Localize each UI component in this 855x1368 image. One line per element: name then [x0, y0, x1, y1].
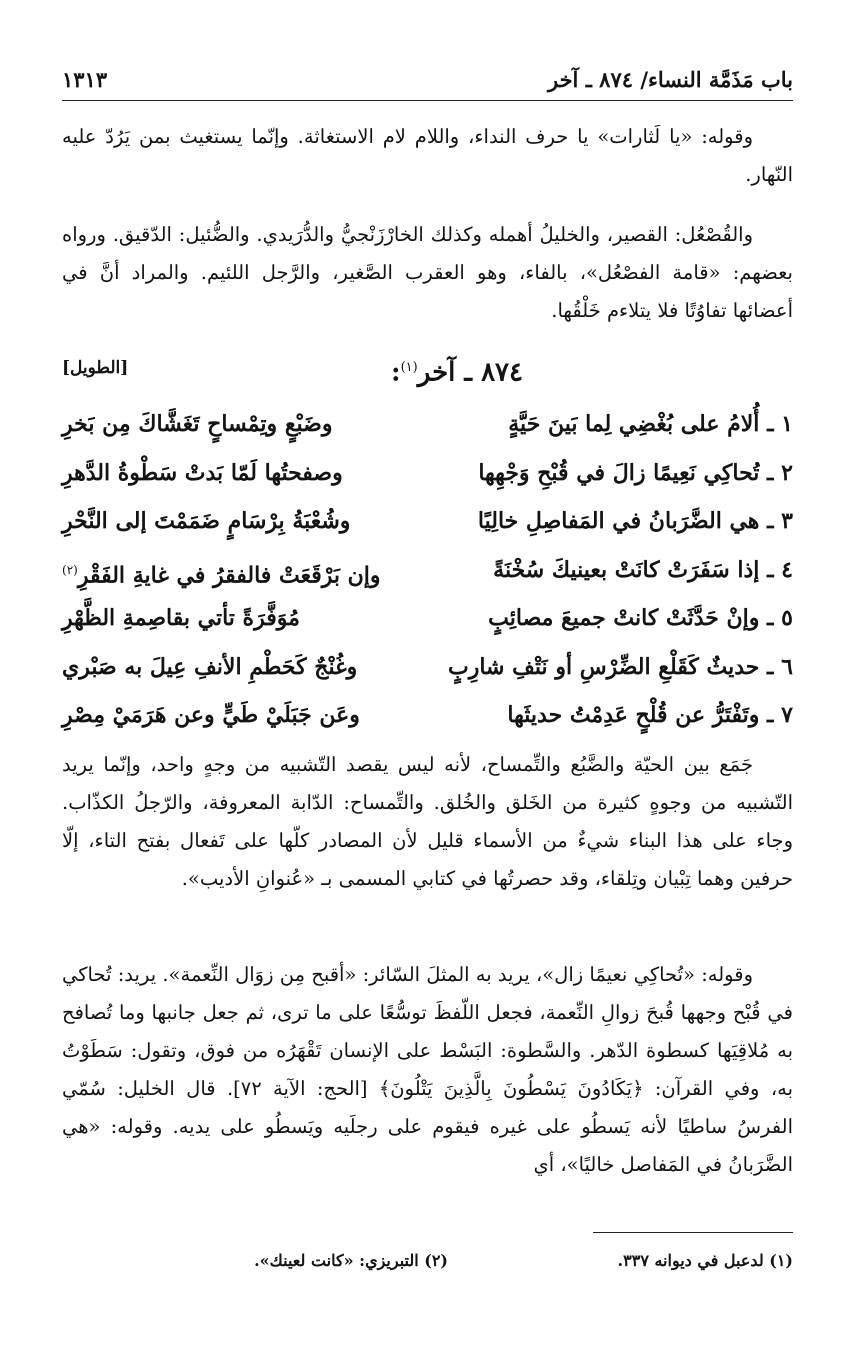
- verse-second-hemistich: وصفحتُها لَمّا بَدتْ سَطْوةُ الدَّهرِ: [62, 459, 343, 486]
- header-rule: [62, 100, 793, 101]
- verse-first-hemistich: ٤ ـ إذا سَفَرَتْ كانَتْ بعينيكَ سُخْنَةً: [493, 556, 793, 583]
- verse-4: [62, 546, 793, 595]
- verse-first-hemistich: ٢ ـ تُحاكِي نَعِيمًا زالَ في قُبْحِ وَجْهِها: [478, 459, 793, 486]
- verse-first-hemistich: ١ ـ أُلامُ على بُغْضِي لِما بَينَ حَيَّةٍ: [508, 411, 793, 437]
- verse-2: [62, 449, 793, 498]
- verse-second-hemistich: مُوَفَّرَةً تأتي بقاصِمةِ الظَّهْرِ: [62, 605, 300, 631]
- footnote-2: (٢) التبريزي: «كانت لعينك».: [254, 1251, 448, 1270]
- verse-7: [62, 691, 793, 740]
- verse-first-hemistich: ٦ ـ حديثٌ كَقَلْعِ الضِّرْسِ أو نَتْفِ شارِبٍ: [448, 653, 793, 680]
- running-title: باب مَذَمَّة النساء/ ٨٧٤ ـ آخر: [547, 66, 793, 92]
- commentary-paragraph-2: وقوله: «تُحاكِي نعيمًا زال»، يريد به المثلَ السّائر: «أقبح مِن زوَال النِّعمة». يريد: تُحاكي في قُبْح وجهها قُبحَ زوالِ النِّعمة، فجعل اللّفظَ توسُّعًا على ما ترى، ثم جعل جانبها وما تُصافح به مُلاقِيَها كسطوة الدّهر. والسَّطوة: البَسْط على الإنسان تَقْهَرُه من فوق، وتقول: سَطَوْتُ به، وفي القرآن: ﴿يَكَادُونَ يَسْطُونَ بِالَّذِينَ يَتْلُونَ﴾ [الحج: الآية ٧٢]. قال الخليل: سُمّي الفرسُ ساطيًا لأنه يَسطُو على غيره فيقوم على رجلَيه ويَسطُو على يديه. وقوله: «هي الضَّرَبانُ في المَفاصل خاليًا»، أي: [62, 963, 793, 1176]
- title-footnote-marker: (١): [400, 360, 418, 375]
- running-header: [62, 62, 793, 96]
- page-number: ١٣١٣: [62, 66, 108, 92]
- verse-second-hemistich: وعَن جَبَلَيْ طَيٍّ وعن هَرَمَيْ مِصْرِ: [62, 702, 360, 728]
- footnote-1: (١) لدعبل في ديوانه ٣٣٧.: [617, 1251, 793, 1270]
- verse-6: [62, 643, 793, 692]
- poem-title: ٨٧٤ ـ آخر$^{(١)}$:: [390, 357, 523, 388]
- paragraph-2: والقُصْعُل: القصير، والخليلُ أهمله وكذلك الخارْزَنْجيُّ والدُّرَيدي. والضُّئيل: الدّقيق. ورواه بعضهم: «قامة الفصْعُل»، بالفاء، وهو العقرب الصَّغير، والرَّجل اللئيم. والمراد أنَّ في أعضائها تفاوُتًا فلا يتلاءم خَلْقُها.: [62, 223, 793, 322]
- poem-heading: [62, 348, 793, 388]
- book-page: [62, 50, 793, 1340]
- footnotes: [62, 1246, 793, 1276]
- verse-second-hemistich: وغُنْجٌ كَحَطْمِ الأنفِ عِيلَ به صَبْري: [62, 653, 358, 680]
- verse-first-hemistich: ٥ ـ وإنْ حَدَّثَتْ كانتْ جميعَ مصائِبٍ: [488, 605, 793, 631]
- verse-first-hemistich: ٣ ـ هي الضَّرَبانُ في المَفاصِلِ خالِيًا: [477, 508, 793, 534]
- verse-footnote-marker: (٢): [62, 562, 78, 577]
- verse-3: [62, 497, 793, 546]
- verse-second-hemistich: وإن بَرْقَعَتْ فالفقرُ في غايةِ الفَقْرِ$^{(٢)}$: [62, 561, 381, 588]
- verse-1: [62, 400, 793, 449]
- verse-second-hemistich: وشُعْبَةُ بِرْسَامٍ ضَمَمْتَ إلى النَّحْرِ: [62, 508, 351, 534]
- verse-first-hemistich: ٧ ـ وتَفْتَرُّ عن قُلْحٍ عَدِمْتُ حديثَها: [507, 702, 793, 728]
- paragraph-1: وقوله: «يا لَثارات» يا حرف النداء، واللام لام الاستغاثة. وإنّما يستغيث بمن يَرُدّ عليه النّهار.: [62, 125, 793, 186]
- verse-second-hemistich: وضَبْعٍ وتِمْساحٍ تَغَشَّاكَ مِن بَخرِ: [62, 411, 333, 437]
- footnote-rule: [593, 1232, 793, 1233]
- verse-5: [62, 594, 793, 643]
- poem-meter: [الطويل]: [62, 358, 129, 378]
- poem-verses: [62, 400, 793, 740]
- commentary-paragraph-1: جَمَع بين الحيّة والضَّبُع والتِّمساح، لأنه ليس يقصد التّشبيه من وجهٍ واحد، وإنّما يريد التّشبيه من وجوهٍ كثيرة من الخَلق والخُلق. والتِّمساح: الدّابة المعروفة، والرّجلُ الكذّاب. وجاء على هذا البناء شيءٌ من الأسماء قليل لأن المصادر كلّها على تَفعال بفتح التاء، إلّا حرفين وهما تِبْيان وتِلقاء، وقد حصرتُها في كتابي المسمى بـ «عُنوانِ الأديب».: [62, 753, 793, 890]
